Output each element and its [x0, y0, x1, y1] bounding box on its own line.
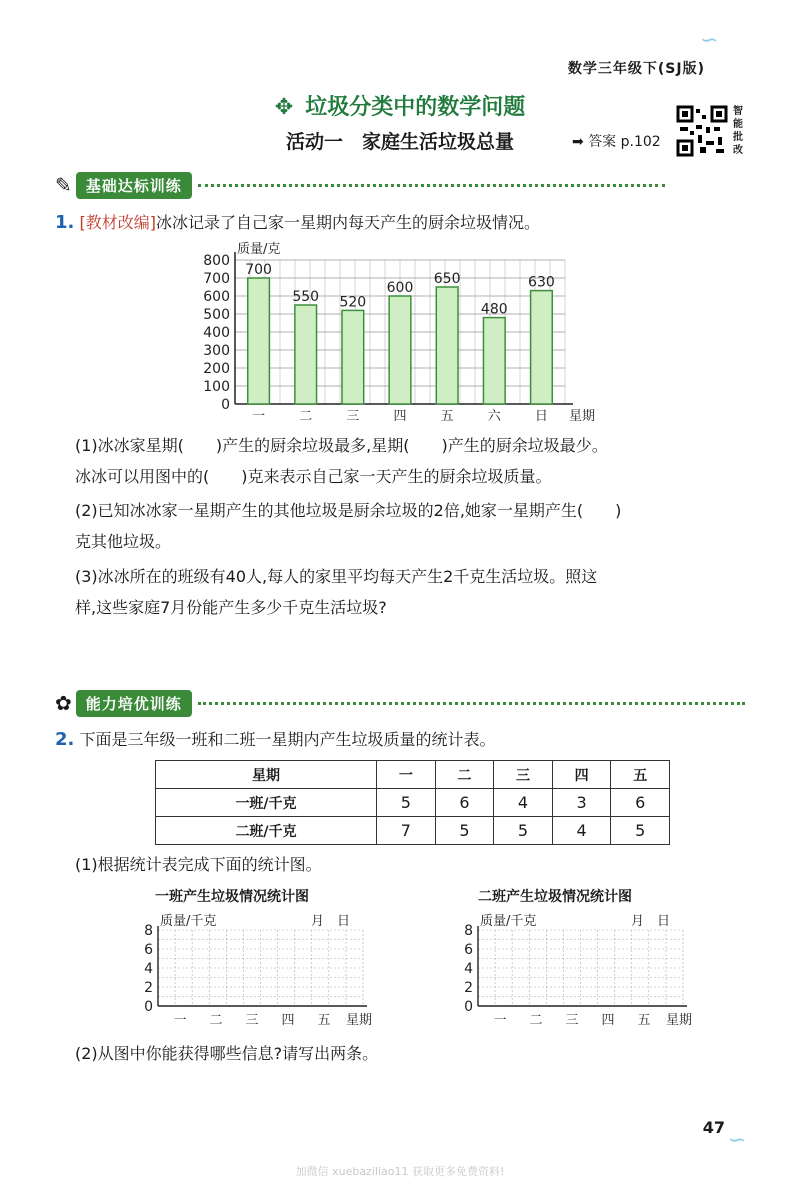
- y-tick-label: 500: [203, 307, 230, 323]
- x-tick-label: 五: [637, 1013, 651, 1028]
- y-tick-label: 400: [203, 325, 230, 341]
- x-tick-label: 四: [281, 1013, 295, 1028]
- x-tick-label: 六: [487, 409, 501, 424]
- date-label: 月 日: [631, 914, 671, 929]
- table-cell: 6: [435, 789, 494, 817]
- y-tick-label: 2: [464, 980, 473, 996]
- x-tick-label: 四: [393, 409, 407, 424]
- section-title: 能力培优训练: [76, 690, 192, 717]
- table-cell: 3: [552, 789, 611, 817]
- q1-intro: 1. [教材改编]冰冰记录了自己家一星期内每天产生的厨余垃圾情况。: [55, 212, 540, 233]
- bar: [436, 287, 458, 404]
- table-cell: 4: [494, 789, 553, 817]
- x-tick-label: 日: [534, 409, 548, 424]
- y-axis-label: 质量/克: [237, 242, 281, 257]
- child-mascot-icon: ✎: [55, 173, 72, 197]
- class1-empty-chart: [130, 910, 380, 1030]
- table-cell: 7: [377, 817, 436, 845]
- x-axis-label: 星期: [569, 409, 596, 424]
- q1-part2-line1: (2)已知冰冰家一星期产生的其他垃圾是厨余垃圾的2倍,她家一星期产生( ): [75, 501, 622, 520]
- table-cell: 5: [377, 789, 436, 817]
- q2-part1: (1)根据统计表完成下面的统计图。: [75, 855, 322, 874]
- bar: [248, 278, 270, 404]
- table-row-label: 二班/千克: [156, 817, 377, 845]
- book-label: 数学三年级下(SJ版): [567, 61, 705, 77]
- y-tick-label: 300: [203, 343, 230, 359]
- x-axis-label: 星期: [346, 1013, 373, 1028]
- y-tick-label: 200: [203, 361, 230, 377]
- footer-watermark: 加微信 xuebaziliao11 获取更多免费资料!: [295, 1165, 505, 1178]
- y-tick-label: 700: [203, 271, 230, 287]
- table-cell: 5: [435, 817, 494, 845]
- answer-reference: ➡ 答案 p.102: [572, 134, 661, 150]
- y-tick-label: 6: [464, 942, 473, 958]
- section-title: 基础达标训练: [76, 172, 192, 199]
- date-label: 月 日: [311, 914, 351, 929]
- table-row-label: 一班/千克: [156, 789, 377, 817]
- table-row: [156, 817, 670, 845]
- x-tick-label: 四: [601, 1013, 615, 1028]
- question-number: 2.: [55, 729, 75, 750]
- q1-part2-line2: 克其他垃圾。: [75, 532, 172, 551]
- data-label: 520: [339, 294, 367, 311]
- y-tick-label: 100: [203, 379, 230, 395]
- data-label: 700: [245, 262, 272, 278]
- q1-part1-line2: 冰冰可以用图中的( )克来表示自己家一天产生的厨余垃圾质量。: [75, 467, 552, 486]
- data-label: 630: [528, 274, 555, 291]
- bar: [389, 296, 411, 404]
- bar: [342, 310, 364, 404]
- table-cell: 5: [611, 817, 670, 845]
- q2-part2: (2)从图中你能获得哪些信息?请写出两条。: [75, 1044, 379, 1063]
- table-header-cell: 星期: [156, 761, 377, 789]
- y-tick-label: 4: [144, 961, 153, 977]
- source-tag: [教材改编]: [79, 213, 156, 232]
- dog-mascot-icon: ✿: [55, 691, 72, 715]
- chart-title-class2: 二班产生垃圾情况统计图: [478, 889, 632, 905]
- x-tick-label: 一: [173, 1013, 187, 1028]
- table-header-cell: 四: [552, 761, 611, 789]
- y-tick-label: 0: [464, 999, 473, 1015]
- y-tick-label: 600: [203, 289, 230, 305]
- x-tick-label: 一: [493, 1013, 507, 1028]
- data-label: 550: [292, 289, 320, 305]
- data-label: 650: [433, 271, 461, 287]
- page-title: ✥ 垃圾分类中的数学问题: [274, 95, 526, 120]
- q1-bar-chart: [190, 238, 620, 430]
- bar: [483, 318, 505, 404]
- table-header-cell: 二: [435, 761, 494, 789]
- table-row: [156, 789, 670, 817]
- x-tick-label: 三: [245, 1013, 259, 1028]
- class2-empty-chart: [450, 910, 700, 1030]
- qr-code-icon: [676, 105, 728, 157]
- section-header-advanced: [55, 690, 745, 716]
- x-tick-label: 二: [529, 1013, 543, 1028]
- dotted-divider: [198, 702, 745, 705]
- dotted-divider: [198, 184, 665, 187]
- arrow-right-icon: ➡: [572, 134, 584, 150]
- table-cell: 6: [611, 789, 670, 817]
- y-axis-label: 质量/千克: [480, 914, 537, 929]
- y-tick-label: 6: [144, 942, 153, 958]
- table-cell: 4: [552, 817, 611, 845]
- diamond-icon: ✥: [274, 95, 294, 120]
- x-tick-label: 三: [565, 1013, 579, 1028]
- x-tick-label: 一: [252, 409, 266, 424]
- q1-part1-line1: (1)冰冰家星期( )产生的厨余垃圾最多,星期( )产生的厨余垃圾最少。: [75, 436, 608, 455]
- table-cell: 5: [494, 817, 553, 845]
- y-tick-label: 800: [203, 253, 230, 269]
- bar: [531, 291, 553, 404]
- data-label: 600: [386, 280, 414, 296]
- q2-statistics-table: [155, 760, 670, 845]
- y-axis-label: 质量/千克: [160, 914, 217, 929]
- x-tick-label: 三: [346, 409, 360, 424]
- wave-decoration-icon: ∽: [728, 1128, 747, 1153]
- y-tick-label: 4: [464, 961, 473, 977]
- bar: [295, 305, 317, 404]
- table-header-cell: 一: [377, 761, 436, 789]
- section-header-basic: [55, 172, 665, 198]
- question-number: 1.: [55, 212, 75, 233]
- qr-side-label: 智能批改: [733, 106, 743, 156]
- y-tick-label: 0: [144, 999, 153, 1015]
- table-header-cell: 三: [494, 761, 553, 789]
- y-tick-label: 8: [144, 923, 153, 939]
- y-tick-label: 0: [221, 397, 230, 413]
- x-tick-label: 二: [209, 1013, 223, 1028]
- table-header-row: [156, 761, 670, 789]
- table-header-cell: 五: [611, 761, 670, 789]
- q2-intro: 2. 下面是三年级一班和二班一星期内产生垃圾质量的统计表。: [55, 729, 496, 750]
- activity-subtitle: 活动一 家庭生活垃圾总量: [285, 131, 514, 153]
- x-tick-label: 二: [299, 409, 313, 424]
- x-tick-label: 五: [440, 409, 454, 424]
- x-tick-label: 五: [317, 1013, 331, 1028]
- q1-part3-line2: 样,这些家庭7月份能产生多少千克生活垃圾?: [75, 598, 387, 617]
- x-axis-label: 星期: [666, 1013, 693, 1028]
- y-tick-label: 2: [144, 980, 153, 996]
- chart-title-class1: 一班产生垃圾情况统计图: [155, 889, 309, 905]
- wave-decoration-icon: ∽: [700, 28, 719, 53]
- y-tick-label: 8: [464, 923, 473, 939]
- q1-part3-line1: (3)冰冰所在的班级有40人,每人的家里平均每天产生2千克生活垃圾。照这: [75, 567, 598, 586]
- data-label: 480: [480, 301, 508, 318]
- page-number: 47: [702, 1118, 725, 1137]
